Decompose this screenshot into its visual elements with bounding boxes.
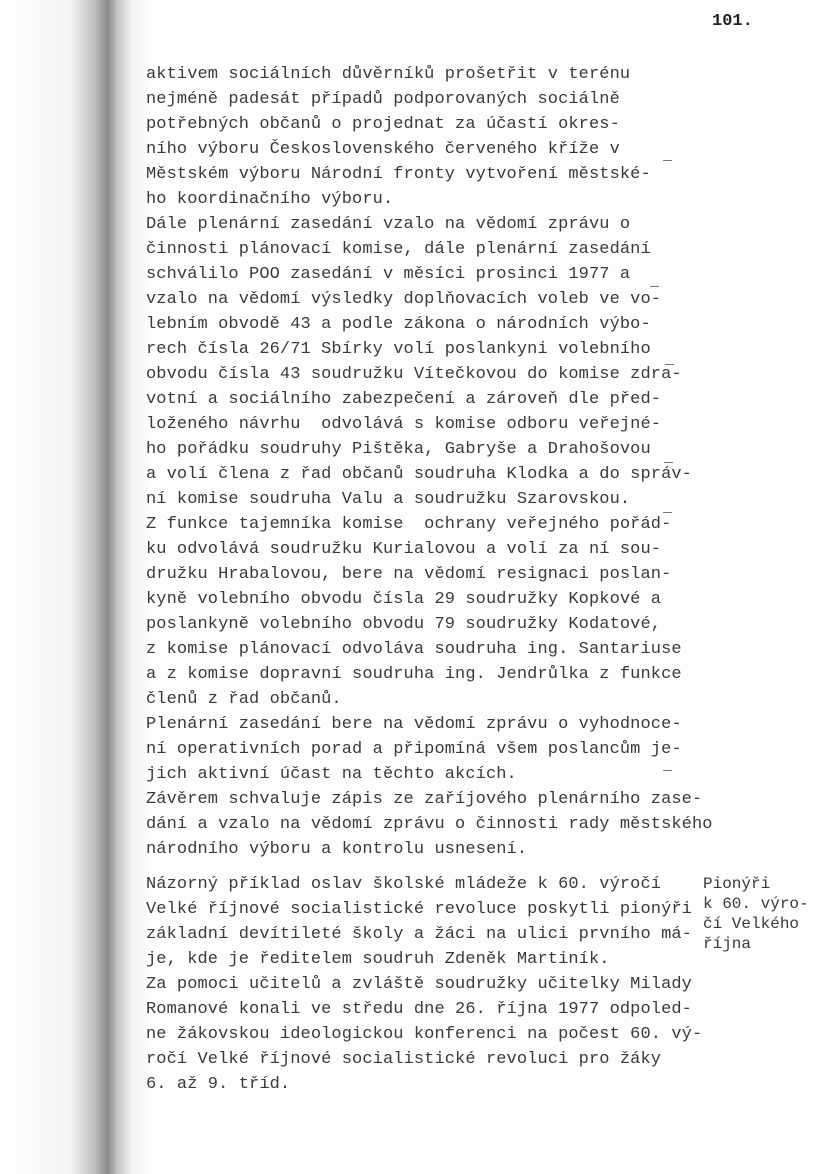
text-line: kyně volebního obvodu čísla 29 soudružky Kopkové a <box>146 590 662 609</box>
text-line: činnosti plánovací komise, dále plenární zasedání <box>146 240 651 259</box>
text-line: dání a vzalo na vědomí zprávu o činnosti rady městského <box>146 815 713 834</box>
margin-dash <box>665 364 674 365</box>
text-line: lebním obvodě 43 a podle zákona o národních výbo- <box>146 315 651 334</box>
text-line: Závěrem schvaluje zápis ze zaříjového plenárního zase- <box>146 790 703 809</box>
margin-note-line: Pionýři <box>703 875 771 893</box>
text-line: ní operativních porad a připomíná všem poslancům je- <box>146 740 682 759</box>
text-line: Za pomoci učitelů a zvláště soudružky učitelky Milady <box>146 975 692 994</box>
text-line: ne žákovskou ideologickou konferenci na počest 60. vý- <box>146 1025 703 1044</box>
text-line: vzalo na vědomí výsledky doplňovacích voleb ve vo- <box>146 290 662 309</box>
text-line: loženého návrhu odvolává s komise odboru veřejné- <box>146 415 662 434</box>
paragraph-main <box>146 62 713 862</box>
text-line: Plenární zasedání bere na vědomí zprávu o vyhodnoce- <box>146 715 682 734</box>
text-line: a volí člena z řad občanů soudruha Klodka a do správ- <box>146 465 692 484</box>
text-line: a z komise dopravní soudruha ing. Jendrůlka z funkce <box>146 665 682 684</box>
text-line: ního výboru Československého červeného kříže v <box>146 140 620 159</box>
text-line: potřebných občanů o projednat za účastí okres- <box>146 115 620 134</box>
page-number: 101. <box>712 12 753 31</box>
paragraph-pioneers <box>146 872 702 1097</box>
margin-dash <box>663 512 672 513</box>
text-line: 6. až 9. tříd. <box>146 1075 291 1094</box>
text-line: obvodu čísla 43 soudružku Vítečkovou do komise zdra- <box>146 365 682 384</box>
text-line: schválilo POO zasedání v měsíci prosinci 1977 a <box>146 265 631 284</box>
text-line: votní a sociálního zabezpečení a zároveň dle před- <box>146 390 662 409</box>
text-line: Dále plenární zasedání vzalo na vědomí zprávu o <box>146 215 631 234</box>
text-line: Městském výboru Národní fronty vytvoření městské- <box>146 165 651 184</box>
margin-note <box>703 874 809 954</box>
text-line: družku Hrabalovou, bere na vědomí resignaci poslan- <box>146 565 672 584</box>
text-line: nejméně padesát případů podporovaných sociálně <box>146 90 620 109</box>
text-line: rech čísla 26/71 Sbírky volí poslankyni volebního <box>146 340 651 359</box>
text-line: ku odvolává soudružku Kurialovou a volí za ní sou- <box>146 540 662 559</box>
margin-note-line: čí Velkého <box>703 915 800 933</box>
text-line: Názorný příklad oslav školské mládeže k 60. výročí <box>146 875 662 894</box>
text-line: Z funkce tajemníka komise ochrany veřejného pořád- <box>146 515 672 534</box>
text-line: je, kde je ředitelem soudruh Zdeněk Martiník. <box>146 950 610 969</box>
text-line: základní devítileté školy a žáci na ulici prvního má- <box>146 925 692 944</box>
text-line: ho pořádku soudruhy Pištěka, Gabryše a Drahošovou <box>146 440 651 459</box>
margin-dash <box>664 462 673 463</box>
text-line: Velké říjnové socialistické revoluce poskytli pionýři <box>146 900 692 919</box>
margin-dash <box>650 286 659 287</box>
scan-binding-shadow <box>0 0 150 1174</box>
text-line: ročí Velké říjnové socialistické revoluci pro žáky <box>146 1050 662 1069</box>
text-line: poslankyně volebního obvodu 79 soudružky Kodatové, <box>146 615 662 634</box>
text-line: jich aktivní účast na těchto akcích. <box>146 765 517 784</box>
text-line: ní komise soudruha Valu a soudružku Szarovskou. <box>146 490 631 509</box>
text-line: členů z řad občanů. <box>146 690 342 709</box>
text-line: národního výboru a kontrolu usnesení. <box>146 840 528 859</box>
margin-dash <box>663 160 672 161</box>
text-line: aktivem sociálních důvěrníků prošetřit v terénu <box>146 65 631 84</box>
text-line: ho koordinačního výboru. <box>146 190 394 209</box>
margin-note-line: k 60. výro- <box>703 895 809 913</box>
margin-note-line: října <box>703 935 752 953</box>
text-line: Romanové konali ve středu dne 26. října 1977 odpoled- <box>146 1000 692 1019</box>
text-line: z komise plánovací odvoláva soudruha ing. Santariuse <box>146 640 682 659</box>
margin-dash <box>663 770 672 771</box>
